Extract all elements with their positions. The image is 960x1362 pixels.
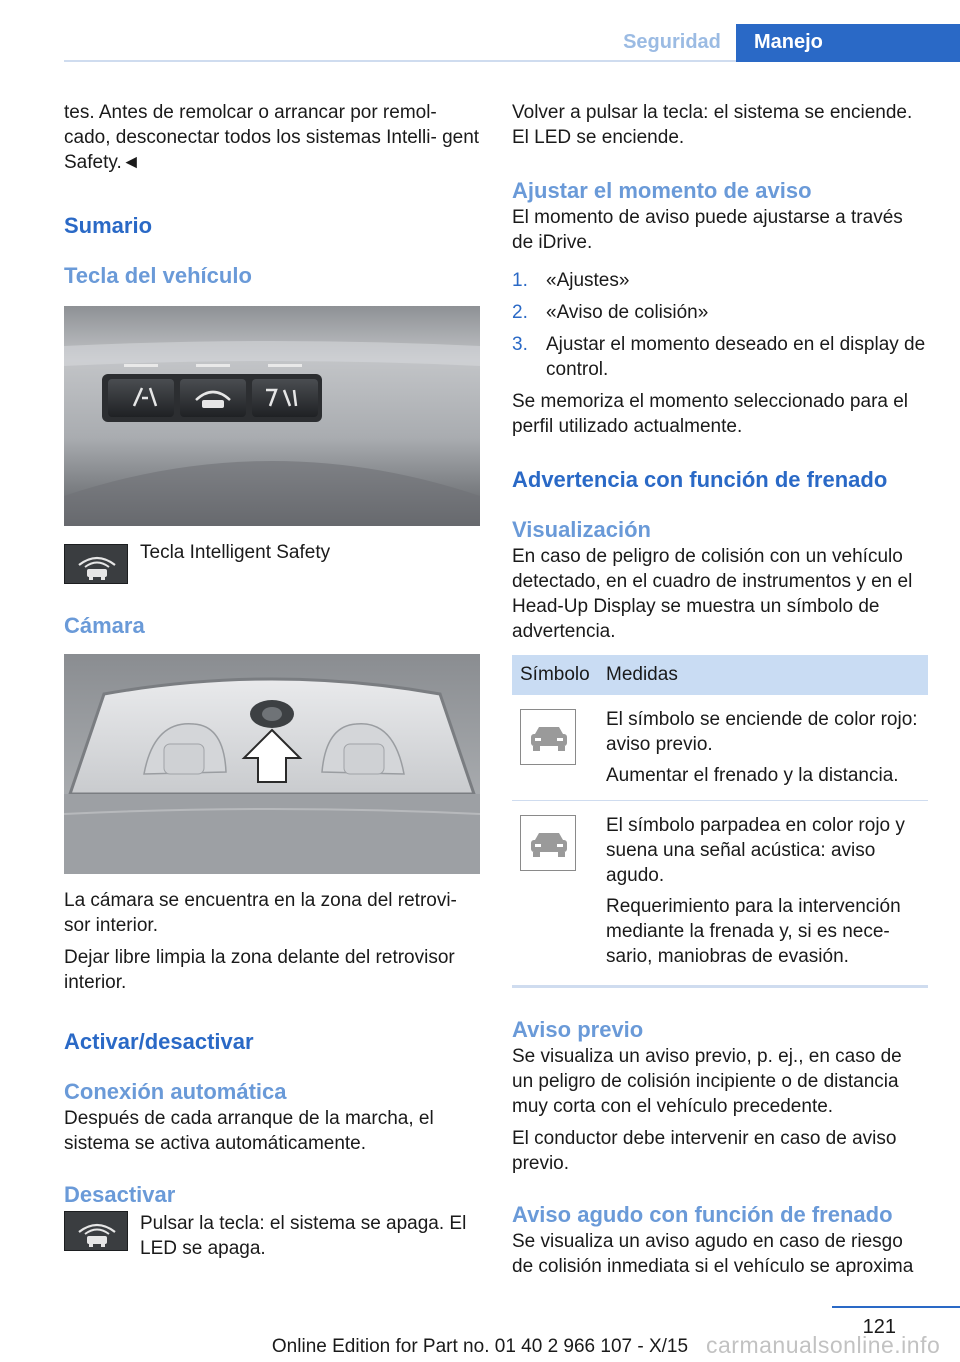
intelligent-safety-icon [64,1211,128,1251]
heading-desactivar: Desactivar [64,1182,176,1207]
car-warning-icon [520,815,576,871]
tecla-caption-row [64,544,480,584]
volver-paragraph: Volver a pulsar la tecla: el sistema se enciende. El LED se enciende. [512,102,913,148]
heading-aviso-agudo: Aviso agudo con función de frenado [512,1202,893,1227]
aviso-previo-paragraph-1: Se visualiza un aviso previo, p. ej., en caso de un peligro de colisión incipiente o de distancia muy corta con el vehículo precedente. [512,1046,902,1117]
symbol-table [512,655,928,988]
vehicle-button-photo [64,306,480,526]
car-warning-icon [520,709,576,765]
header-rule-active [736,60,960,62]
heading-activar: Activar/desactivar [64,1029,254,1054]
row-2-text-1: El símbolo parpadea en color rojo y suena una señal acústica: aviso agudo. [606,815,905,886]
desactivar-paragraph: Pulsar la tecla: el sistema se apaga. El LED se apaga. [140,1213,467,1259]
visualizacion-paragraph: En caso de peligro de colisión con un vehículo detectado, en el cuadro de instrumentos y en el Head-Up Display se muestra un símbolo de advertencia. [512,546,913,642]
right-column [512,100,928,1286]
tab-seguridad[interactable]: Seguridad [623,31,721,53]
ajustar-steps [512,268,928,382]
camara-paragraph-1: La cámara se encuentra en la zona del retrovi‐ sor interior. [64,890,457,936]
camera-photo [64,654,480,874]
aviso-agudo-paragraph: Se visualiza un aviso agudo en caso de riesgo de colisión inmediata si el vehículo se aproxima [512,1231,914,1277]
heading-visualizacion: Visualización [512,517,651,542]
intro-paragraph: tes. Antes de remolcar o arrancar por remol‐ cado, desconectar todos los sistemas Intelli‐ gent Safety.◄ [64,102,480,173]
memoriza-paragraph: Se memoriza el momento seleccionado para el perfil utilizado actualmente. [512,391,909,437]
heading-camara: Cámara [64,613,145,638]
page-number: 121 [862,1316,896,1338]
left-column [64,100,480,1268]
aviso-previo-paragraph-2: El conductor debe intervenir en caso de aviso previo. [512,1128,897,1174]
tecla-caption: Tecla Intelligent Safety [140,542,331,563]
ajustar-paragraph: El momento de aviso puede ajustarse a través de iDrive. [512,207,903,253]
list-item: 3. Ajustar el momento deseado en el display de control. [512,334,926,380]
heading-advertencia: Advertencia con función de frenado [512,467,888,492]
tab-manejo[interactable]: Manejo [736,24,960,60]
heading-sumario: Sumario [64,213,153,238]
edition-text: Online Edition for Part no. 01 40 2 966 107 - X/15 [271,1336,689,1357]
footer-rule [832,1306,960,1308]
watermark: carmanualsonline.info [706,1332,941,1358]
list-item: 1. «Ajustes» [512,270,630,291]
camara-paragraph-2: Dejar libre limpia la zona delante del retrovisor interior. [64,947,455,993]
column-header-measures: Medidas [606,664,678,685]
table-row [512,801,928,988]
heading-ajustar: Ajustar el momento de aviso [512,178,812,203]
table-header [512,655,928,695]
list-item: 2. «Aviso de colisión» [512,302,709,323]
heading-aviso-previo: Aviso previo [512,1017,644,1042]
row-2-text-2: Requerimiento para la intervención mediante la frenada y, si es nece‐ sario, maniobras de evasión. [606,896,901,967]
heading-tecla: Tecla del vehículo [64,263,252,288]
intelligent-safety-icon [64,544,128,584]
table-row [512,695,928,801]
heading-conexion: Conexión automática [64,1079,287,1104]
desactivar-row [64,1211,480,1268]
row-1-text-1: El símbolo se enciende de color rojo: aviso previo. [606,709,918,755]
row-1-text-2: Aumentar el frenado y la distancia. [606,765,899,786]
conexion-paragraph: Después de cada arranque de la marcha, el sistema se activa automáticamente. [64,1108,434,1154]
column-header-symbol: Símbolo [520,664,590,685]
